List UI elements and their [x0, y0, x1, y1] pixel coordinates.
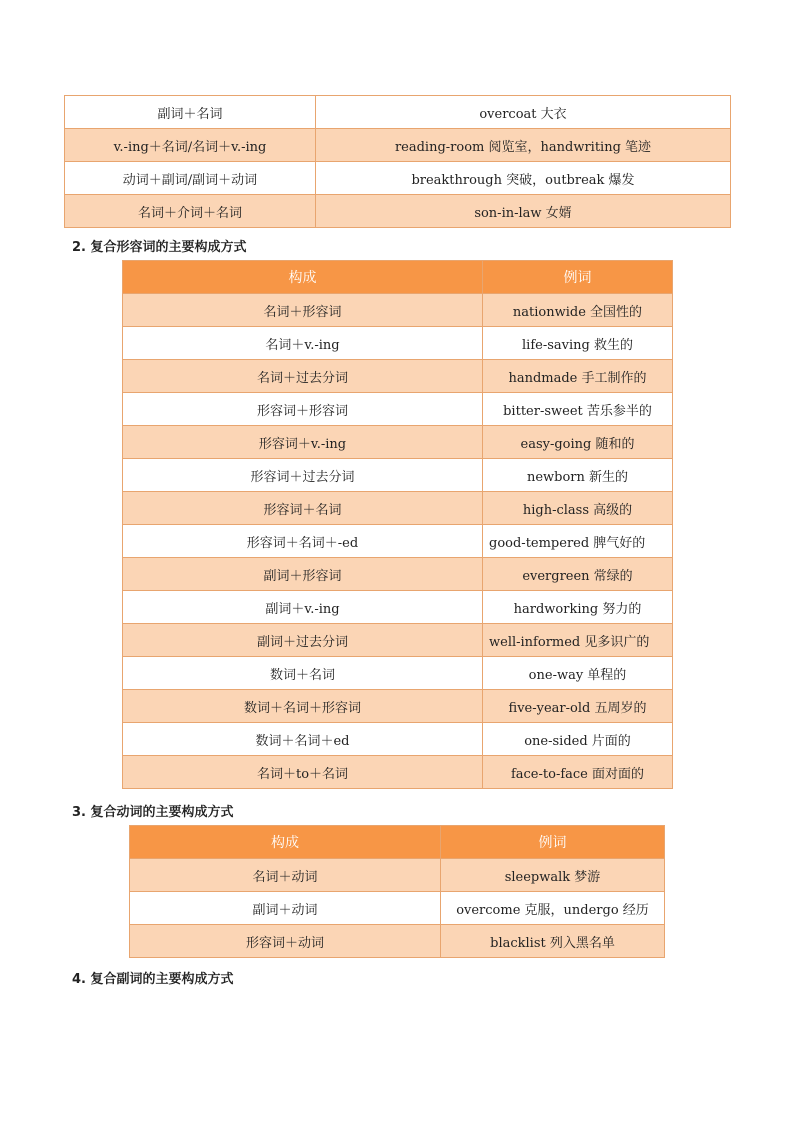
structure-cell: 名词＋v.-ing	[123, 327, 483, 360]
example-cell: face-to-face 面对面的	[483, 756, 673, 789]
example-cell: son-in-law 女婿	[316, 195, 731, 228]
example-cell: overcoat 大衣	[316, 96, 731, 129]
structure-cell: 数词＋名词＋形容词	[123, 690, 483, 723]
example-cell: good-tempered 脾气好的	[483, 525, 673, 558]
table-row	[123, 690, 673, 723]
table-row	[123, 393, 673, 426]
structure-cell: 形容词＋过去分词	[123, 459, 483, 492]
column-header-structure: 构成	[123, 261, 483, 294]
structure-cell: 名词＋动词	[130, 859, 441, 892]
structure-cell: 动词＋副词/副词＋动词	[65, 162, 316, 195]
example-cell: evergreen 常绿的	[483, 558, 673, 591]
table-header-row	[123, 261, 673, 294]
structure-cell: 副词＋形容词	[123, 558, 483, 591]
compound-adjective-table	[122, 260, 673, 789]
structure-cell: 数词＋名词	[123, 657, 483, 690]
table-header-row	[130, 826, 665, 859]
example-cell: breakthrough 突破，outbreak 爆发	[316, 162, 731, 195]
table-row	[65, 96, 731, 129]
table-row	[123, 657, 673, 690]
table-row	[130, 925, 665, 958]
example-cell: newborn 新生的	[483, 459, 673, 492]
table-row	[65, 195, 731, 228]
table-row	[123, 591, 673, 624]
table-row	[65, 162, 731, 195]
structure-cell: 形容词＋形容词	[123, 393, 483, 426]
section-heading: 3. 复合动词的主要构成方式	[72, 805, 234, 820]
compound-noun-table	[64, 95, 731, 228]
example-cell: one-way 单程的	[483, 657, 673, 690]
structure-cell: 副词＋过去分词	[123, 624, 483, 657]
structure-cell: 名词＋形容词	[123, 294, 483, 327]
table-row	[123, 426, 673, 459]
table-row	[123, 723, 673, 756]
example-cell: high-class 高级的	[483, 492, 673, 525]
table-row	[123, 492, 673, 525]
section-heading: 2. 复合形容词的主要构成方式	[72, 240, 247, 255]
example-cell: sleepwalk 梦游	[441, 859, 665, 892]
structure-cell: 名词＋介词＋名词	[65, 195, 316, 228]
structure-cell: 副词＋动词	[130, 892, 441, 925]
table-row	[123, 756, 673, 789]
structure-cell: 形容词＋名词	[123, 492, 483, 525]
example-cell: overcome 克服，undergo 经历	[441, 892, 665, 925]
compound-verb-table	[129, 825, 665, 958]
table-row	[130, 892, 665, 925]
column-header-example: 例词	[441, 826, 665, 859]
structure-cell: 形容词＋动词	[130, 925, 441, 958]
example-cell: bitter-sweet 苦乐参半的	[483, 393, 673, 426]
structure-cell: 数词＋名词＋ed	[123, 723, 483, 756]
example-cell: nationwide 全国性的	[483, 294, 673, 327]
table-row	[130, 859, 665, 892]
structure-cell: 形容词＋名词＋-ed	[123, 525, 483, 558]
example-cell: five-year-old 五周岁的	[483, 690, 673, 723]
table-row	[123, 327, 673, 360]
structure-cell: v.-ing＋名词/名词＋v.-ing	[65, 129, 316, 162]
structure-cell: 副词＋名词	[65, 96, 316, 129]
table-row	[65, 129, 731, 162]
table-row	[123, 558, 673, 591]
example-cell: hardworking 努力的	[483, 591, 673, 624]
structure-cell: 形容词＋v.-ing	[123, 426, 483, 459]
example-cell: well-informed 见多识广的	[483, 624, 673, 657]
structure-cell: 副词＋v.-ing	[123, 591, 483, 624]
table-row	[123, 360, 673, 393]
column-header-structure: 构成	[130, 826, 441, 859]
example-cell: easy-going 随和的	[483, 426, 673, 459]
example-cell: blacklist 列入黑名单	[441, 925, 665, 958]
structure-cell: 名词＋过去分词	[123, 360, 483, 393]
table-row	[123, 624, 673, 657]
column-header-example: 例词	[483, 261, 673, 294]
example-cell: reading-room 阅览室，handwriting 笔迹	[316, 129, 731, 162]
table-row	[123, 459, 673, 492]
example-cell: life-saving 救生的	[483, 327, 673, 360]
section-heading: 4. 复合副词的主要构成方式	[72, 972, 234, 987]
example-cell: handmade 手工制作的	[483, 360, 673, 393]
structure-cell: 名词＋to＋名词	[123, 756, 483, 789]
example-cell: one-sided 片面的	[483, 723, 673, 756]
table-row	[123, 294, 673, 327]
table-row	[123, 525, 673, 558]
